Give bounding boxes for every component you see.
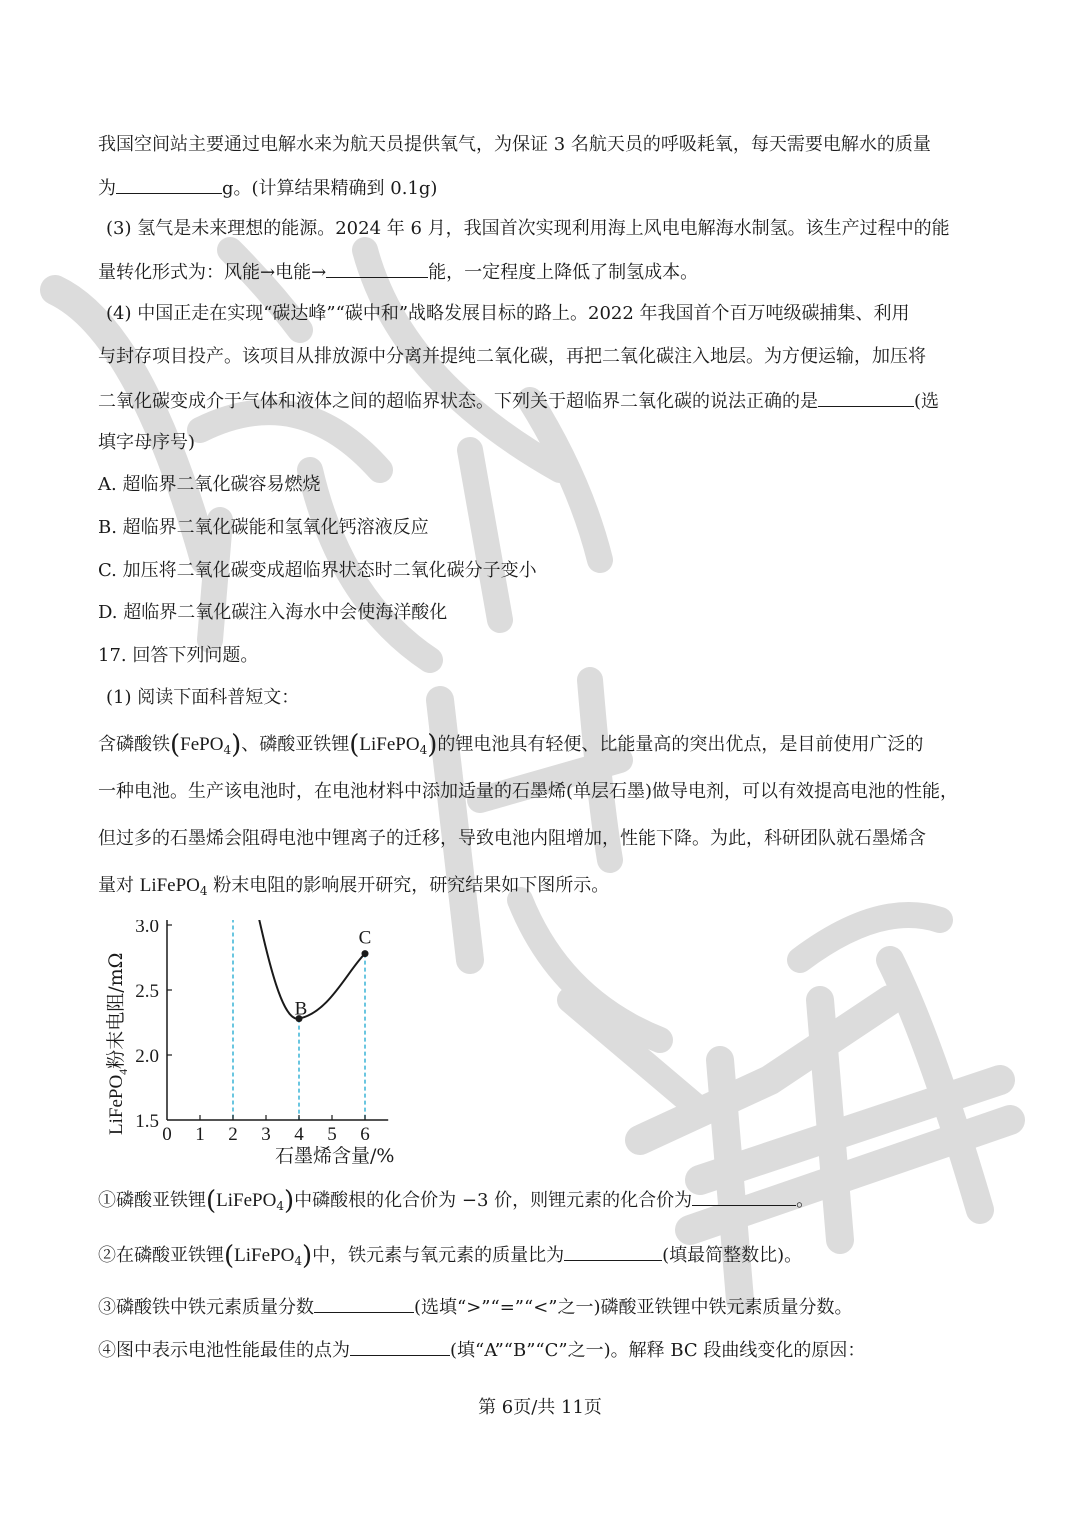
watermark-stroke (570, 1000, 700, 1110)
watermark-stroke (700, 1080, 1000, 1180)
watermark-stroke (690, 1120, 1010, 1230)
resistance-chart (100, 920, 400, 1170)
y-tick-label: 2.5 (135, 981, 159, 1002)
x-tick-label: 3 (261, 1124, 271, 1145)
text-line: 我国空间站主要通过电解水来为航天员提供氧气，为保证 3 名航天员的呼吸耗氧，每天需要电解水的质量 (98, 134, 931, 155)
x-tick-label: 2 (228, 1124, 238, 1145)
page-footer: 第 6页/共 11页 (478, 1397, 602, 1418)
watermark-stroke (530, 400, 600, 560)
watermark-stroke (640, 1000, 890, 1140)
watermark-stroke (820, 1000, 840, 1240)
text-line: 填字母序号) (98, 432, 196, 453)
x-tick-label: 5 (327, 1124, 337, 1145)
point-label: B (294, 998, 308, 1020)
text-line: 为 g。(计算结果精确到 0.1g) (98, 175, 437, 201)
text-line: 一种电池。生产该电池时，在电池材料中添加适量的石墨烯(单层石墨)做导电剂，可以有效提高电池的性能， (98, 781, 959, 802)
x-tick-label: 4 (294, 1124, 304, 1145)
x-tick-label: 1 (195, 1124, 205, 1145)
answer-blank[interactable] (326, 259, 428, 278)
watermark-stroke (890, 960, 980, 1210)
option-b: B. 超临界二氧化碳能和氢氧化钙溶液反应 (98, 517, 429, 538)
y-tick-label: 2.0 (135, 1046, 159, 1067)
text-line: (4) 中国正走在实现“碳达峰”“碳中和”战略发展目标的路上。2022 年我国首个百万吨级碳捕集、利用 (106, 303, 910, 324)
subquestion-3: ③磷酸铁中铁元素质量分数 (选填“>”“=”“<”之一)磷酸亚铁锂中铁元素质量分数。 (98, 1294, 853, 1320)
x-tick-label: 0 (162, 1124, 172, 1145)
y-tick-label: 3.0 (135, 920, 159, 937)
answer-blank[interactable] (116, 175, 222, 194)
subquestion-1: ①磷酸亚铁锂(LiFePO$_4$)中磷酸根的化合价为 −3 价，则锂元素的化合价为 。 (98, 1186, 815, 1216)
watermark-stroke (470, 450, 500, 620)
data-point (362, 950, 369, 957)
text-line: 但过多的石墨烯会阻碍电池中锂离子的迁移，导致电池内阻增加，性能下降。为此，科研团队就石墨烯含 (98, 828, 926, 849)
point-label: C (358, 927, 372, 949)
text-line: 量转化形式为：风能→电能→ 能，一定程度上降低了制氢成本。 (98, 259, 698, 285)
y-axis-label: LiFePO$_4$粉末电阻/mΩ (105, 952, 130, 1135)
text-line: (3) 氢气是未来理想的能源。2024 年 6 月，我国首次实现利用海上风电电解海水制氢。该生产过程中的能 (106, 218, 950, 239)
x-axis-label: 石墨烯含量/% (275, 1145, 395, 1167)
watermark-stroke (520, 900, 660, 1040)
text-line: 二氧化碳变成介于气体和液体之间的超临界状态。下列关于超临界二氧化碳的说法正确的是 (选 (98, 388, 939, 414)
text-line: 含磷酸铁(FePO$_4$)、磷酸亚铁锂(LiFePO$_4$)的锂电池具有轻便、比能量高的突出优点，是目前使用广泛的 (98, 730, 924, 760)
answer-blank[interactable] (692, 1187, 796, 1206)
option-d: D. 超临界二氧化碳注入海水中会使海洋酸化 (98, 602, 448, 623)
text-line: 量对 LiFePO$_4$ 粉末电阻的影响展开研究，研究结果如下图所示。 (98, 875, 610, 898)
option-c: C. 加压将二氧化碳变成超临界状态时二氧化碳分子变小 (98, 560, 537, 581)
subquestion-2: ②在磷酸亚铁锂(LiFePO$_4$)中，铁元素与氧元素的质量比为 (填最简整数比)。 (98, 1241, 803, 1271)
watermark-stroke (800, 915, 940, 960)
answer-blank[interactable] (314, 1294, 414, 1313)
watermark-stroke (200, 412, 380, 470)
subquestion-4: ④图中表示电池性能最佳的点为 (填“A”“B”“C”之一)。解释 BC 段曲线变化的原因： (98, 1337, 865, 1363)
text-line: 与封存项目投产。该项目从排放源中分离并提纯二氧化碳，再把二氧化碳注入地层。为方便运输，加压将 (98, 346, 926, 367)
text-line: (1) 阅读下面科普短文： (106, 687, 300, 708)
answer-blank[interactable] (564, 1242, 662, 1261)
option-a: A. 超临界二氧化碳容易燃烧 (98, 474, 321, 495)
x-tick-label: 6 (360, 1124, 370, 1145)
question-17: 17. 回答下列问题。 (98, 645, 259, 666)
answer-blank[interactable] (350, 1337, 450, 1356)
answer-blank[interactable] (818, 388, 914, 407)
y-tick-label: 1.5 (135, 1111, 159, 1132)
